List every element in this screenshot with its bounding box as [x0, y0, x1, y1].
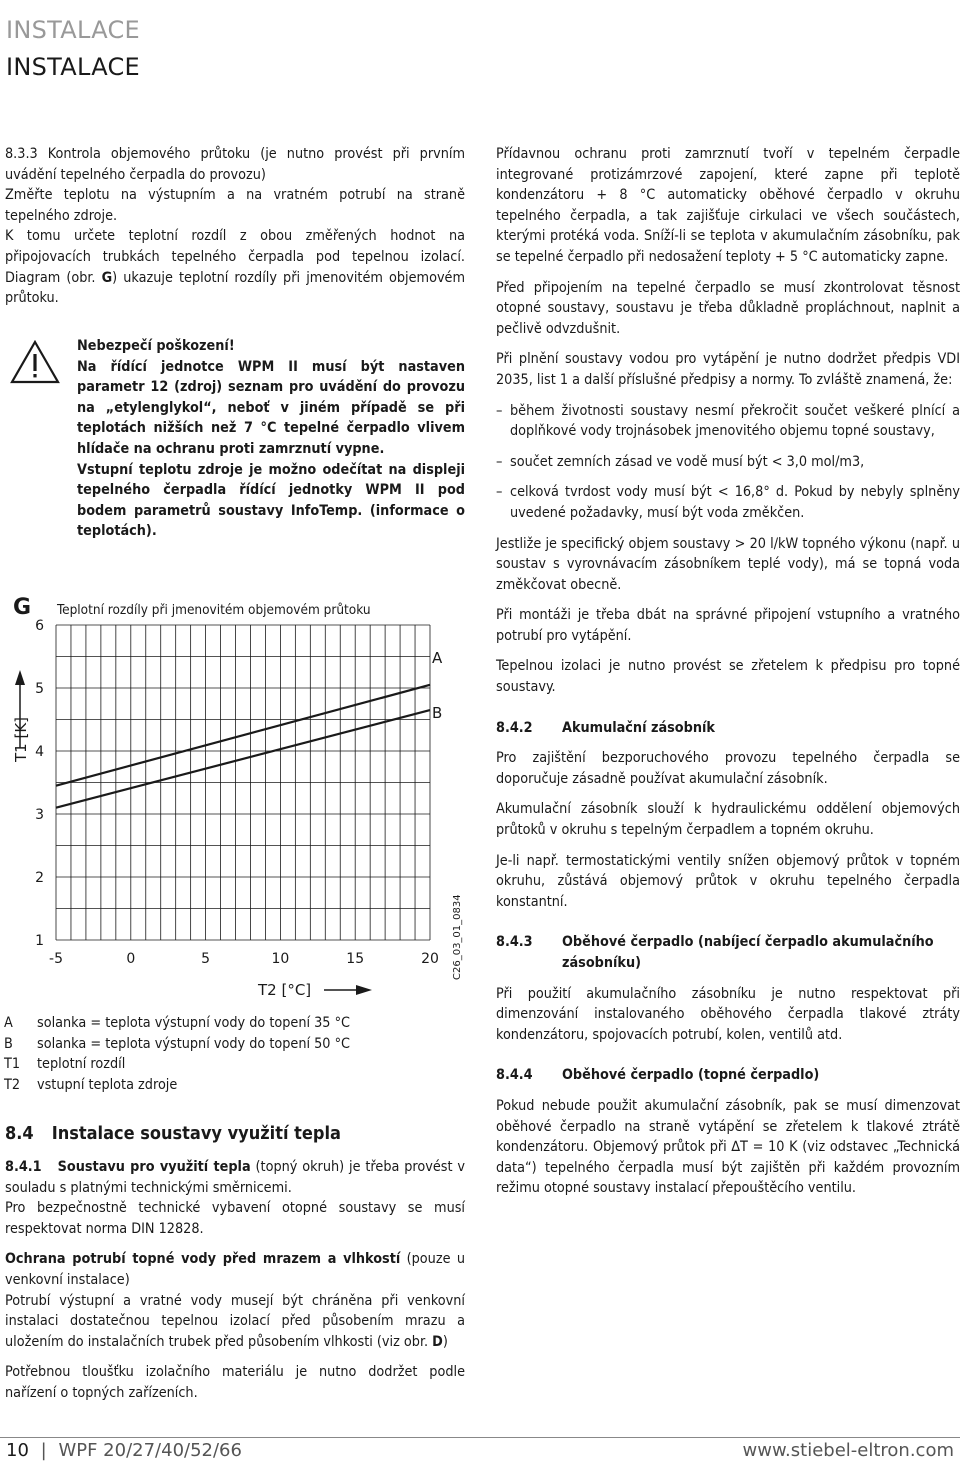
paragraph: Přídavnou ochranu proti zamrznutí tvoří v tepelném čerpadle integrované protizámrzové zapojení, které zapne při teplotě kondenzátoru + 8 °C automaticky oběhové čerpadlo v okruhu tepelného čerpadla, a tak zajišťuje cirkulaci ve všech součástech, kterými protéká voda. Sníží-li se teplota v akumulačním zásobníku, pak se tepelné čerpadlo při nedosažení teploty + 5 °C automaticky zapne. — [496, 146, 960, 265]
text: ) — [442, 1333, 448, 1350]
paragraph: Pro bezpečnostně technické vybavení otopné soustavy se musí respektovat norma DIN 12828. — [5, 1200, 465, 1237]
legend-key: A — [4, 1015, 13, 1031]
y-axis-arrow-head — [15, 670, 25, 685]
x-tick-label: 20 — [421, 951, 439, 967]
x-tick-label: 0 — [126, 951, 136, 967]
dash-list — [496, 401, 960, 524]
page-footer — [0, 1437, 960, 1465]
list-item — [496, 401, 960, 442]
figure-label: G — [13, 595, 32, 620]
series-label-A: A — [432, 648, 443, 667]
list-item-text: součet zemních zásad ve vodě musí být < 3,0 mol/m3, — [510, 453, 865, 470]
list-item — [496, 482, 960, 523]
section-number: 8.4.2 — [496, 719, 533, 736]
y-tick-label: 6 — [35, 618, 44, 634]
section-number: 8.4.4 — [496, 1067, 533, 1084]
paragraph: Jestliže je specifický objem soustavy > 20 l/kW topného výkonu (např. u soustav s vyrovnávacím zásobníkem teplé vody), má se topná voda změkčovat obecně. — [496, 535, 960, 593]
section-8-3-3 — [5, 144, 465, 309]
section-title: Instalace soustavy využití tepla — [51, 1123, 341, 1144]
list-item-text: během životnosti soustavy nesmí překročit součet veškeré plnící a doplňkové vody trojnásobek jmenovitého objemu topné soustavy, — [510, 402, 960, 440]
section-8-4-4-heading — [496, 1065, 960, 1086]
paragraph: Pokud nebude použit akumulační zásobník, pak se musí dimenzovat oběhové čerpadlo na straně vytápění se zřetelem k tlakové ztrátě kondenzátoru. Objemový průtok při ∆T = 10 K (viz odstavec „Technická data“) tepelného čerpadla musí být zajištěn při každém provozním režimu otopné soustavy instalací přepouštěcího ventilu. — [496, 1097, 960, 1197]
legend-text: teplotní rozdíl — [37, 1056, 126, 1072]
paragraph — [5, 226, 465, 308]
paragraph: Změřte teplotu na výstupním a na vratném potrubí na straně tepelného zdroje. — [5, 187, 465, 224]
legend-row — [4, 1034, 474, 1055]
paragraph: Při plnění soustavy vodou pro vytápění je nutno dodržet předpis VDI 2035, list 1 a další příslušné předpisy a normy. To zvláště znamená, že: — [496, 351, 960, 388]
x-axis-arrow-head — [356, 985, 372, 995]
legend-key: T1 — [4, 1056, 21, 1072]
y-tick-label: 4 — [35, 744, 44, 760]
x-axis-label: T2 [°C] — [258, 981, 312, 999]
text: Potrubí výstupní a vratné vody musejí být chráněna při venkovní instalaci dostatečnou tepelnou izolací před působením mrazu a uložením do instalačních trubek před působením vlhkosti (viz obr. — [5, 1292, 465, 1350]
x-tick-label: 10 — [271, 951, 290, 967]
list-item — [496, 452, 960, 473]
footer-left — [6, 1440, 242, 1461]
section-8-3-3-title — [5, 144, 465, 185]
section-number: 8.4.3 — [496, 934, 533, 951]
section-title: Oběhové čerpadlo (topné čerpadlo) — [562, 1067, 820, 1084]
figure-ref: D — [432, 1333, 443, 1350]
y-tick-label: 3 — [35, 807, 44, 823]
right-column — [496, 144, 960, 1199]
y-axis-label-group — [12, 670, 30, 763]
running-header-gray: INSTALACE — [6, 16, 141, 44]
paragraph: Při montáži je třeba dbát na správné připojení vstupního a vratného potrubí pro vytápění. — [496, 607, 960, 644]
section-8-4-heading — [5, 1123, 341, 1144]
paragraph — [5, 1291, 465, 1353]
footer-url: www.stiebel-eltron.com — [742, 1440, 954, 1461]
warning-title: Nebezpečí poškození! — [77, 338, 235, 354]
series-line-A — [56, 685, 430, 786]
paragraph: Při použití akumulačního zásobníku je nutno respektovat při dimenzování instalovaného oběhového čerpadla tlakové ztráty kondenzátoru, spojovacích potrubí, kolen, ventilů atd. — [496, 985, 960, 1043]
figure-ref: G — [101, 269, 113, 286]
paragraph: Před připojením na tepelné čerpadlo se musí zkontrolovat těsnost otopné soustavy, soustavu je třeba důkladně propláchnout, naplnit a pečlivě odvzdušnit. — [496, 279, 960, 337]
dash-bullet: – — [496, 402, 503, 419]
legend-text: solanka = teplota výstupní vody do topení 50 °C — [37, 1036, 350, 1052]
chart-code: C26_03_01_0834 — [452, 894, 463, 980]
y-tick-label: 2 — [35, 870, 44, 886]
text: ) ukazuje teplotní rozdíly při jmenovitém objemovém průtoku. — [5, 269, 465, 307]
warning-triangle-icon — [10, 340, 60, 384]
paragraph: Pro zajištění bezporuchového provozu tepelného čerpadla se doporučuje zásadně používat akumulační zásobník. — [496, 750, 960, 787]
y-axis-label: T1 [K] — [12, 716, 30, 762]
section-title: Oběhové čerpadlo (nabíjecí čerpadlo akumulačního zásobníku) — [562, 934, 934, 971]
chart-title: Teplotní rozdíly při jmenovitém objemovém průtoku — [57, 602, 371, 618]
section-number: 8.4 — [5, 1123, 34, 1144]
x-axis-label-group — [257, 981, 372, 999]
legend-row — [4, 1054, 474, 1075]
section-number: 8.4.1 — [5, 1159, 42, 1175]
paragraph — [5, 1157, 465, 1198]
temperature-difference-chart — [0, 590, 480, 1000]
section-title: Akumulační zásobník — [562, 719, 715, 736]
chart-grid — [56, 625, 430, 940]
paragraph: Je-li např. termostatickými ventily snížen objemový průtok v topném okruhu, zůstává objemový průtok v okruhu tepelného čerpadla konstantní. — [496, 852, 960, 910]
x-tick-label: 5 — [201, 951, 211, 967]
x-tick-labels — [49, 951, 439, 967]
page-number: 10 — [6, 1440, 29, 1461]
paragraph: Tepelnou izolaci je nutno provést se zřetelem k předpisu pro topné soustavy. — [496, 658, 960, 696]
footer-separator: | — [40, 1440, 47, 1461]
series-line-B — [56, 710, 430, 808]
footer-model: WPF 20/27/40/52/66 — [58, 1440, 242, 1461]
warning-paragraph: Na řídící jednotce WPM II musí být nastaven parametr 12 (zdroj) seznam pro uvádění do provozu na „etylenglykol“, neboť v jiném případě se při teplotách nižších než 7 °C tepelné čerpadlo vlivem hlídače na ochranu proti zamrznutí vypne. — [77, 358, 465, 457]
dash-bullet: – — [496, 484, 503, 501]
text: (topný okruh) je třeba provést v souladu s platnými technickými směrnicemi. — [5, 1159, 465, 1196]
text: K tomu určete teplotní rozdíl z obou změřených hodnot na připojovacích trubkách tepelného čerpadla pod tepelnou izolací. Diagram (obr. — [5, 228, 465, 286]
y-tick-label: 5 — [35, 681, 44, 697]
paragraph — [5, 1249, 465, 1290]
section-title-text: 8.3.3 Kontrola objemového průtoku (je nutno provést při prvním uvádění tepelného čerpadla do provozu) — [5, 146, 465, 183]
series-label-B: B — [432, 704, 443, 723]
text: (pouze u venkovní instalace) — [5, 1251, 465, 1288]
y-tick-labels — [35, 618, 44, 949]
legend-text: solanka = teplota výstupní vody do topení 35 °C — [37, 1015, 350, 1031]
bold-text: Soustavu pro využití tepla — [57, 1159, 251, 1175]
legend-key: T2 — [4, 1077, 21, 1093]
footer-rule — [0, 1437, 960, 1438]
section-8-4-3-heading — [496, 932, 960, 973]
bold-text: Ochrana potrubí topné vody před mrazem a vlhkostí — [5, 1251, 401, 1268]
paragraph: Akumulační zásobník slouží k hydraulickému oddělení objemových průtoků v okruhu s tepelným čerpadlem a topném okruhu. — [496, 801, 960, 839]
list-item-text: celková tvrdost vody musí být < 16,8° d. Pokud by nebyly splněny uvedené požadavky, musí být voda změkčen. — [510, 484, 960, 521]
section-8-4-1 — [5, 1157, 465, 1404]
running-header: INSTALACE — [6, 53, 141, 81]
dash-bullet: – — [496, 453, 503, 470]
warning-paragraph: Vstupní teplotu zdroje je možno odečítat na displeji tepelného čerpadla řídící jednotky WPM II pod bodem parametrů soustavy InfoTemp. (informace o teplotách). — [77, 461, 465, 540]
legend-text: vstupní teplota zdroje — [37, 1077, 178, 1093]
section-8-4-2-heading — [496, 718, 960, 739]
legend-row — [4, 1075, 474, 1096]
warning-text — [77, 336, 465, 542]
x-tick-label: 15 — [346, 951, 365, 967]
y-tick-label: 1 — [35, 933, 44, 949]
legend-key: B — [4, 1036, 13, 1052]
legend-row — [4, 1013, 474, 1034]
paragraph: Potřebnou tloušťku izolačního materiálu je nutno dodržet podle nařízení o topných zařízeních. — [5, 1364, 465, 1401]
x-tick-label: -5 — [49, 951, 63, 967]
